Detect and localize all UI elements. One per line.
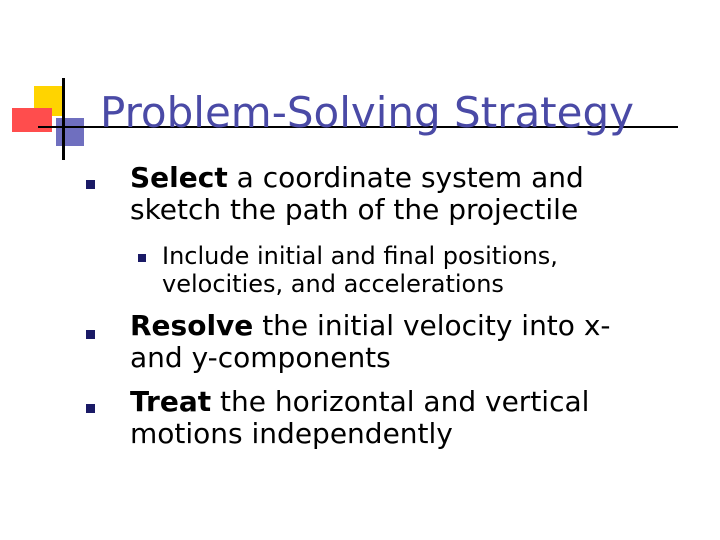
sub-bullet-include <box>162 242 702 298</box>
bullet-line: and y-components <box>130 341 391 374</box>
sub-bullet-square-icon <box>138 254 146 262</box>
bullet-select <box>130 162 690 226</box>
bullet-text: a coordinate system and <box>236 161 584 194</box>
bullet-square-icon <box>86 180 95 189</box>
bullet-keyword: Resolve <box>130 309 254 342</box>
bullet-line: Include initial and final positions, <box>162 242 558 270</box>
bullet-line: velocities, and accelerations <box>162 270 504 298</box>
bullet-text: the horizontal and vertical <box>220 385 590 418</box>
bullet-text: the initial velocity into x- <box>262 309 611 342</box>
bullet-line <box>130 310 690 342</box>
bullet-resolve <box>130 310 690 374</box>
bullet-line: motions independently <box>130 417 453 450</box>
bullet-line <box>130 162 690 194</box>
bullet-line: sketch the path of the projectile <box>130 193 579 226</box>
bullet-square-icon <box>86 330 95 339</box>
slide-title: Problem-Solving Strategy <box>100 88 635 137</box>
bullet-treat <box>130 386 690 450</box>
bullet-keyword: Treat <box>130 385 212 418</box>
bullet-keyword: Select <box>130 161 228 194</box>
bullet-square-icon <box>86 404 95 413</box>
bullet-line <box>130 386 690 418</box>
